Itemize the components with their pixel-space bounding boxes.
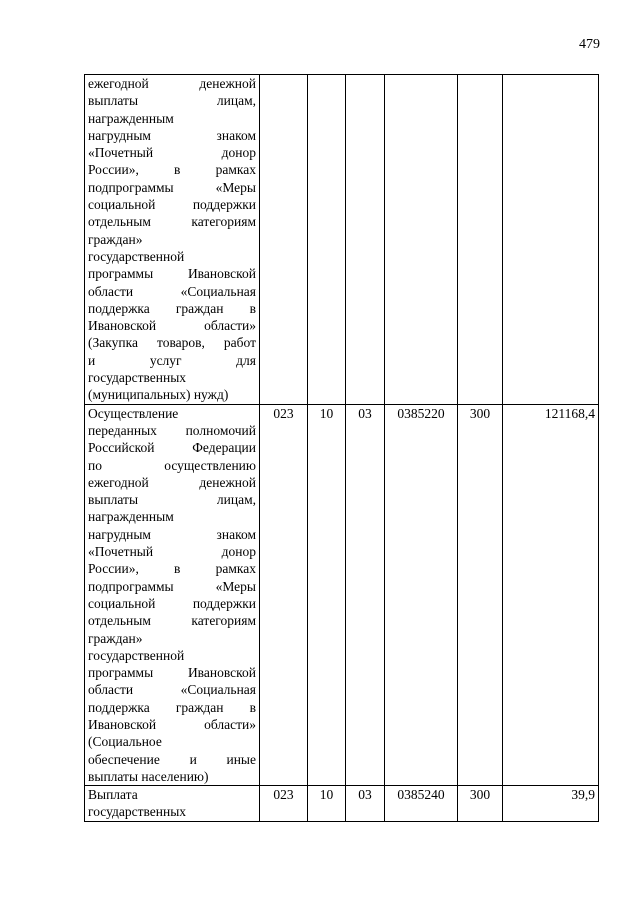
expense-description xyxy=(85,404,260,786)
description-line: программы Ивановской xyxy=(88,266,256,282)
subsection-code: 03 xyxy=(346,786,385,822)
description-line: государственной xyxy=(88,647,185,663)
description-line: нагрудным знаком xyxy=(88,526,256,542)
expense-type-code: 300 xyxy=(458,404,503,786)
description-line: России», в рамках xyxy=(88,162,256,178)
description-line: (Закупка товаров, работ xyxy=(88,335,256,351)
amount-value xyxy=(503,75,599,405)
target-article-code: 0385240 xyxy=(385,786,458,822)
description-line: ежегодной денежной xyxy=(88,474,256,490)
description-line: награжденным xyxy=(88,110,174,126)
description-line: Российской Федерации xyxy=(88,440,256,456)
section-code: 10 xyxy=(308,404,346,786)
description-line: России», в рамках xyxy=(88,561,256,577)
description-line: поддержка граждан в xyxy=(88,699,256,715)
description-line: Ивановской области» xyxy=(88,318,256,334)
ministry-code xyxy=(260,75,308,405)
description-line: государственных xyxy=(88,804,187,820)
description-line: ежегодной денежной xyxy=(88,76,256,91)
description-line: государственных xyxy=(88,370,187,386)
description-line: обеспечение и иные xyxy=(88,751,256,767)
description-line: области «Социальная xyxy=(88,283,256,299)
section-code xyxy=(308,75,346,405)
ministry-code: 023 xyxy=(260,786,308,822)
description-line: переданных полномочий xyxy=(88,422,256,438)
ministry-code: 023 xyxy=(260,404,308,786)
amount-value: 39,9 xyxy=(503,786,599,822)
description-line: граждан» xyxy=(88,231,143,247)
description-line: выплаты лицам, xyxy=(88,492,256,508)
description-line: Выплата xyxy=(88,787,138,803)
expense-description xyxy=(85,75,260,405)
description-line: нагрудным знаком xyxy=(88,127,256,143)
description-line: граждан» xyxy=(88,630,143,646)
description-line: по осуществлению xyxy=(88,457,256,473)
description-line: выплаты лицам, xyxy=(88,93,256,109)
description-line: (Социальное xyxy=(88,734,162,750)
budget-table xyxy=(84,74,599,822)
description-line: социальной поддержки xyxy=(88,595,256,611)
description-line: награжденным xyxy=(88,509,174,525)
expense-type-code xyxy=(458,75,503,405)
description-line: социальной поддержки xyxy=(88,197,256,213)
description-line: и услуг для xyxy=(88,352,256,368)
subsection-code: 03 xyxy=(346,404,385,786)
budget-table-body xyxy=(85,75,599,822)
description-line: выплаты населению) xyxy=(88,768,209,784)
section-code: 10 xyxy=(308,786,346,822)
page-number: 479 xyxy=(579,37,600,52)
description-line: Ивановской области» xyxy=(88,716,256,732)
description-line: области «Социальная xyxy=(88,682,256,698)
expense-type-code: 300 xyxy=(458,786,503,822)
description-line: поддержка граждан в xyxy=(88,300,256,316)
description-line: отдельным категориям xyxy=(88,214,256,230)
amount-value: 121168,4 xyxy=(503,404,599,786)
description-line: «Почетный донор xyxy=(88,544,256,560)
description-line: (муниципальных) нужд) xyxy=(88,387,229,403)
description-line: отдельным категориям xyxy=(88,613,256,629)
description-line: подпрограммы «Меры xyxy=(88,578,256,594)
subsection-code xyxy=(346,75,385,405)
description-line: подпрограммы «Меры xyxy=(88,179,256,195)
description-line: Осуществление xyxy=(88,405,179,421)
expense-description xyxy=(85,786,260,822)
description-line: государственной xyxy=(88,248,185,264)
description-line: программы Ивановской xyxy=(88,665,256,681)
target-article-code: 0385220 xyxy=(385,404,458,786)
target-article-code xyxy=(385,75,458,405)
table-row xyxy=(85,786,599,822)
table-row xyxy=(85,404,599,786)
description-line: «Почетный донор xyxy=(88,145,256,161)
table-row xyxy=(85,75,599,405)
